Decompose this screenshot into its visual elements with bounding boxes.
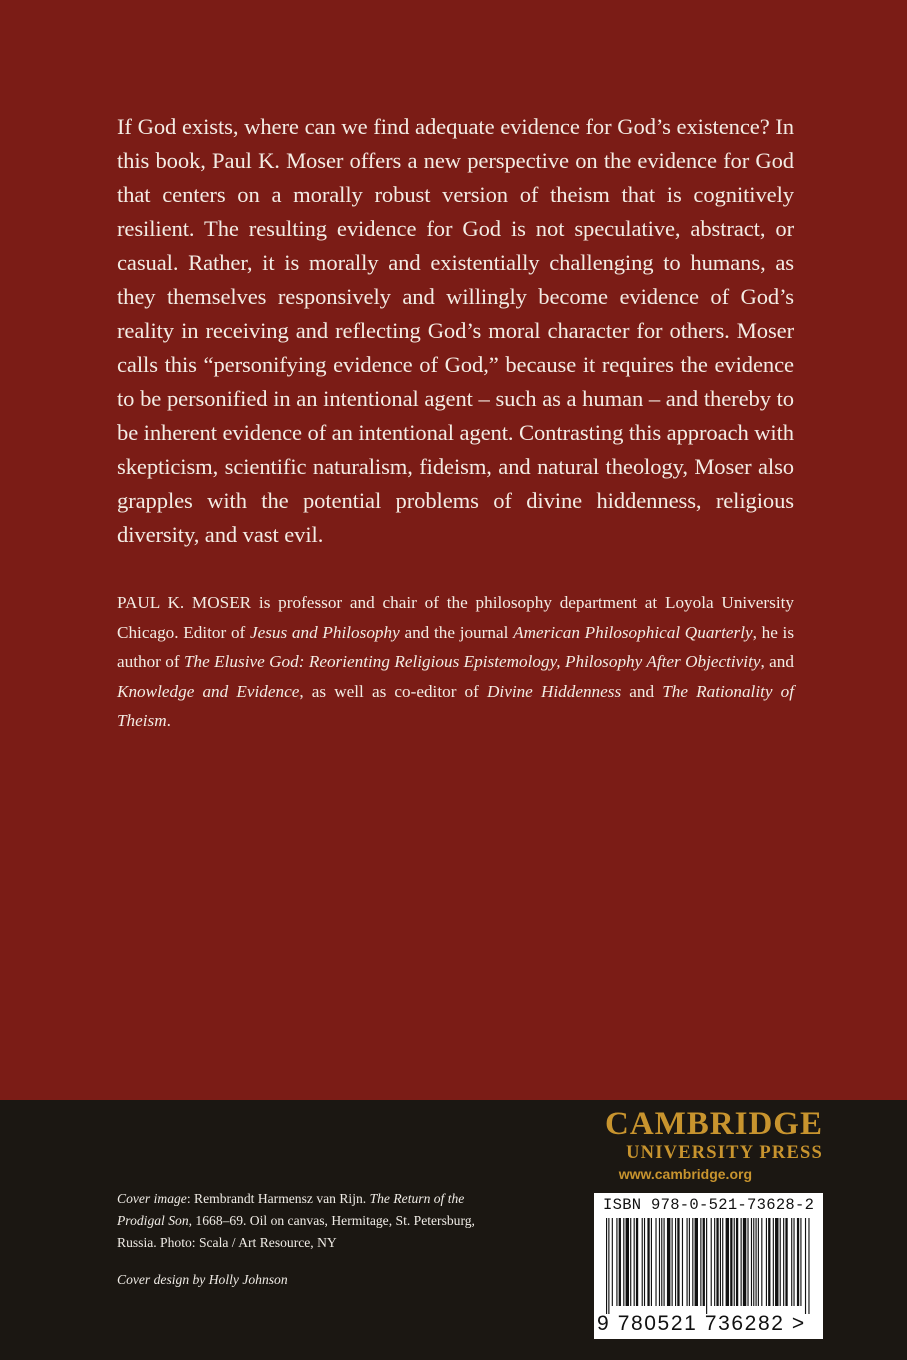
barcode-bar [636, 1218, 638, 1306]
barcode-bar [716, 1218, 718, 1306]
credit-text-2: , 1668–69. Oil on canvas, Hermitage, St. Petersburg, Russia. Photo: Scala / Art Resource, NY [117, 1213, 475, 1250]
barcode-bar [642, 1218, 643, 1306]
cover-design-credit: Cover design by Holly Johnson [117, 1272, 288, 1287]
bio-title-3: The Elusive God: Reorienting Religious Epistemology, Philosophy After Objectivity [184, 652, 761, 671]
barcode-bar [644, 1218, 645, 1306]
painting-title: The Return of the Prodigal Son [117, 1191, 465, 1228]
barcode-bar [616, 1218, 617, 1306]
barcode-bar [612, 1218, 613, 1306]
barcode-bar [758, 1218, 759, 1306]
barcode-bar [619, 1218, 621, 1306]
bio-text-4: , and [760, 652, 794, 671]
barcode-bar [741, 1218, 742, 1306]
barcode-bar [626, 1218, 629, 1306]
barcode-bar [692, 1218, 693, 1306]
barcode-bar [630, 1218, 631, 1306]
barcode-bar [664, 1218, 665, 1306]
bio-title-1: Jesus and Philosophy [249, 622, 400, 642]
barcode-bar [608, 1218, 609, 1314]
barcode-bar [783, 1218, 784, 1306]
bio-title-4: Knowledge and Evidence [117, 681, 300, 701]
barcode-bar [661, 1218, 662, 1306]
credit-text-1: : Rembrandt Harmensz van Rijn. [186, 1191, 370, 1206]
barcode-bar [634, 1218, 635, 1306]
barcode-bar [675, 1218, 676, 1306]
barcode-bar [808, 1218, 809, 1314]
barcode-bar [706, 1218, 707, 1314]
author-bio [117, 588, 794, 736]
barcode-bar [667, 1218, 670, 1306]
barcode-bar [768, 1218, 770, 1306]
barcode-bar [726, 1218, 729, 1306]
bio-text-6: and [621, 681, 663, 701]
bio-text-1: PAUL K. MOSER is professor and chair of the philosophy department at Loyola University Chicago. Editor of [117, 593, 794, 642]
barcode [604, 1218, 812, 1314]
barcode-bar [747, 1218, 748, 1306]
barcode-bar [714, 1218, 715, 1306]
bio-title-5: Divine Hiddenness [487, 681, 622, 701]
barcode-bar [672, 1218, 673, 1306]
barcode-bar [734, 1218, 735, 1306]
publisher-url: www.cambridge.org [618, 1166, 752, 1182]
bio-title-2: American Philosophical Quarterly [513, 622, 753, 642]
publisher-name: CAMBRIDGE [604, 1106, 823, 1142]
barcode-bar [780, 1218, 781, 1306]
bio-text-7: . [166, 711, 171, 730]
bio-text-3: , he is author of [117, 622, 795, 671]
barcode-bar [800, 1218, 801, 1306]
barcode-bar [743, 1218, 746, 1306]
barcode-bar [682, 1218, 683, 1306]
barcode-bar [623, 1218, 624, 1306]
barcode-bar [736, 1218, 738, 1306]
barcode-bar [720, 1218, 721, 1306]
barcode-bar [797, 1218, 799, 1306]
publisher-subtitle: UNIVERSITY PRESS [626, 1143, 823, 1163]
barcode-bar [761, 1218, 762, 1306]
barcode-bar [703, 1218, 705, 1306]
barcode-bar [655, 1218, 656, 1306]
barcode-bar [722, 1218, 723, 1306]
barcode-box [594, 1193, 823, 1339]
barcode-bar [711, 1218, 712, 1306]
barcode-bar [695, 1218, 698, 1306]
bio-text-2: and the journal [399, 622, 514, 642]
barcode-bar [606, 1218, 607, 1314]
barcode-bar [793, 1218, 794, 1306]
barcode-bar [773, 1218, 774, 1306]
barcode-bar [775, 1218, 778, 1306]
barcode-bar [751, 1218, 752, 1306]
barcode-bar [677, 1218, 679, 1306]
cover-image-credit [117, 1188, 477, 1254]
description-blurb: If God exists, where can we find adequate evidence for God’s existence? In this book, Paul K. Moser offers a new perspective on the evidence for God that centers on a morally robust version of theism that is cognitively resilient. The resulting evidence for God is not speculative, abstract, or casual. Rather, it is morally and existentially challenging to humans, as they themselves responsively and willingly become evidence of God’s reality in receiving and reflecting God’s moral character for others. Moser calls this “personifying evidence of God,” because it requires the evidence to be personified in an intentional agent – such as a human – and thereby to be inherent evidence of an intentional agent. Contrasting this approach with skepticism, scientific naturalism, fideism, and natural theology, Moser also grapples with the potential problems of divine hiddenness, religious diversity, and vast evil. [117, 114, 794, 547]
barcode-digits: 9 780521 736282 > [597, 1312, 806, 1335]
barcode-bar [753, 1218, 754, 1306]
barcode-bar [756, 1218, 757, 1306]
barcode-bar [791, 1218, 792, 1306]
barcode-bar [700, 1218, 701, 1306]
barcode-bar [689, 1218, 690, 1306]
bio-title-6: The Rationality of Theism [117, 681, 795, 730]
barcode-bar [651, 1218, 652, 1306]
barcode-bar [766, 1218, 767, 1306]
isbn-label: ISBN 978-0-521-73628-2 [603, 1196, 815, 1214]
barcode-bar [687, 1218, 688, 1306]
barcode-bar [730, 1218, 732, 1306]
barcode-bar [805, 1218, 806, 1314]
barcode-bar [659, 1218, 660, 1306]
barcode-bar [647, 1218, 649, 1306]
cover-image-label: Cover image [117, 1191, 187, 1206]
bio-text-5: , as well as co-editor of [299, 681, 487, 701]
barcode-bar [785, 1218, 787, 1306]
